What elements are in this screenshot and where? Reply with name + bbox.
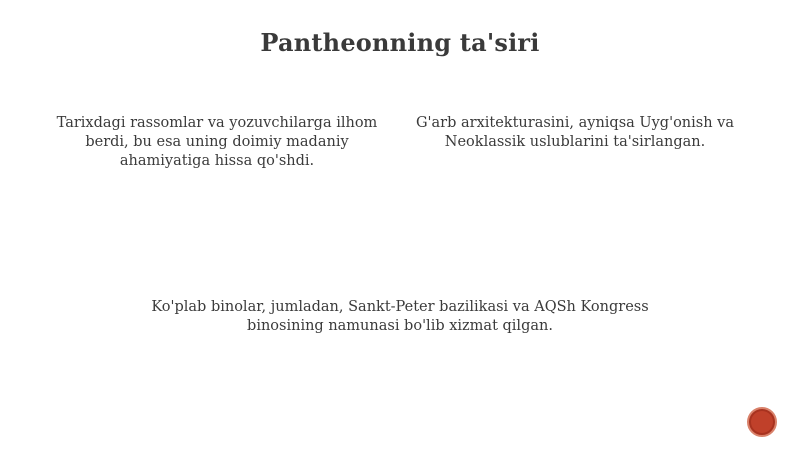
slide-title: Pantheonning ta'siri <box>260 28 540 57</box>
text-block-bottom: Ko'plab binolar, jumladan, Sankt-Peter bazilikasi va AQSh Kongress binosining namunasi bo'lib xizmat qilgan. <box>151 299 649 334</box>
circle-nav-icon[interactable] <box>747 407 777 437</box>
text-block-right: G'arb arxitekturasini, ayniqsa Uyg'onish va Neoklassik uslublarini ta'sirlangan. <box>415 115 735 150</box>
text-block-left: Tarixdagi rassomlar va yozuvchilarga ilhom berdi, bu esa uning doimiy madaniy ahamiyatiga hissa qo'shdi. <box>56 115 378 169</box>
